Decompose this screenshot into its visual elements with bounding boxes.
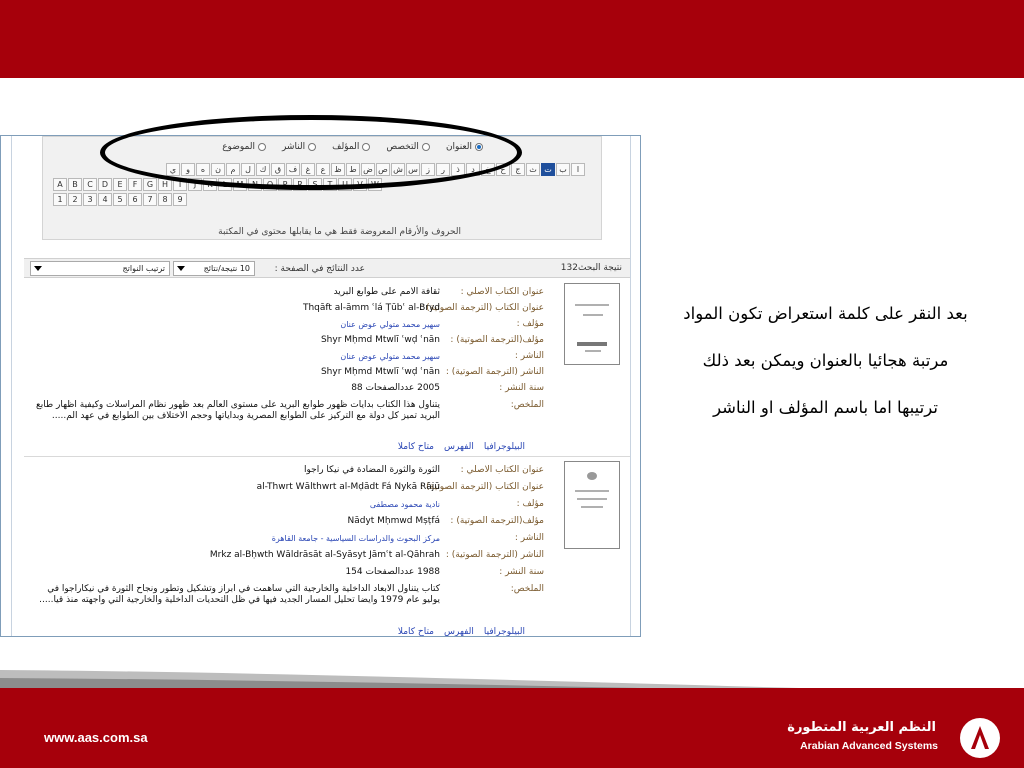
alphabet-key[interactable]: O xyxy=(263,178,277,191)
alphabet-key[interactable]: ل xyxy=(241,163,255,176)
field-label: مؤلف : xyxy=(516,499,544,509)
alphabet-key[interactable]: N xyxy=(248,178,262,191)
alphabet-key[interactable]: خ xyxy=(481,163,495,176)
alphabet-key[interactable]: G xyxy=(143,178,157,191)
publication-year-pages: 1988 عددالصفحات 154 xyxy=(345,567,440,577)
alphabet-key[interactable]: 7 xyxy=(143,193,157,206)
alphabet-key[interactable]: 5 xyxy=(113,193,127,206)
abstract-label: الملخص: xyxy=(510,400,544,410)
top-banner xyxy=(0,0,1024,78)
result-item xyxy=(24,461,630,637)
result-links xyxy=(398,442,525,452)
chevron-down-icon xyxy=(34,266,42,271)
radio-title[interactable]: العنوان xyxy=(446,142,483,152)
alphabet-key[interactable]: ع xyxy=(316,163,330,176)
alphabet-key[interactable]: م xyxy=(226,163,240,176)
alphabet-key[interactable]: J xyxy=(188,178,202,191)
alphabet-key[interactable]: و xyxy=(181,163,195,176)
alphabet-key[interactable]: P xyxy=(278,178,292,191)
publication-year-pages: 2005 عددالصفحات 88 xyxy=(351,383,440,393)
brand-name-arabic: النظم العربية المتطورة xyxy=(787,720,936,735)
alphabet-key[interactable]: ط xyxy=(346,163,360,176)
alphabet-key[interactable]: ا xyxy=(571,163,585,176)
alphabet-key[interactable]: C xyxy=(83,178,97,191)
alphabet-key[interactable]: ف xyxy=(286,163,300,176)
alphabet-key[interactable]: ش xyxy=(391,163,405,176)
field-label: الناشر : xyxy=(514,533,544,543)
transliterated-publisher: Mrkz al-Bḥwth Wāldrāsāt al-Syāsyt Jāmʿt al-Qāhrah xyxy=(209,550,440,560)
search-page xyxy=(11,136,631,637)
alphabet-key[interactable]: ث xyxy=(526,163,540,176)
chevron-down-icon xyxy=(177,266,185,271)
per-page-label: عدد النتائج في الصفحة : xyxy=(274,264,365,274)
alphabet-key[interactable]: A xyxy=(53,178,67,191)
alphabet-key[interactable]: ه xyxy=(196,163,210,176)
radio-specialization[interactable]: التخصص xyxy=(386,142,430,152)
field-label: الناشر (الترجمة الصوتية) : xyxy=(445,367,544,377)
alphabet-key[interactable]: M xyxy=(233,178,247,191)
alphabet-key[interactable]: E xyxy=(113,178,127,191)
radio-publisher[interactable]: الناشر xyxy=(282,142,316,152)
alphabet-key[interactable]: ض xyxy=(361,163,375,176)
alphabet-key[interactable]: H xyxy=(158,178,172,191)
transliterated-title: Thqāft al-āmm ʿlá Ṭūbʿ al-Bryd xyxy=(302,303,440,313)
field-label: مؤلف(الترجمة الصوتية) : xyxy=(450,335,544,345)
transliterated-title: al-Thwrt Wālthwrt al-Mḍādt Fá Nykā Rājū xyxy=(256,482,440,492)
alphabet-key[interactable]: 8 xyxy=(158,193,172,206)
alphabet-key[interactable]: ي xyxy=(166,163,180,176)
alphabet-key[interactable]: 1 xyxy=(53,193,67,206)
alphabet-key[interactable]: ز xyxy=(421,163,435,176)
field-label: عنوان الكتاب (الترجمة الصوتية) : xyxy=(420,303,544,313)
bibliography-link[interactable]: البيلوجرافيا xyxy=(483,627,525,637)
transliterated-publisher: Shyr Mḥmd Mtwlī ʿwḍ ʿnān xyxy=(320,367,440,377)
field-label: عنوان الكتاب الاصلي : xyxy=(460,465,544,475)
brand-name-english: Arabian Advanced Systems xyxy=(800,740,938,752)
sort-select[interactable]: ترتيب النواتج xyxy=(30,261,170,276)
alphabet-key[interactable]: T xyxy=(323,178,337,191)
alphabet-key[interactable]: ج xyxy=(511,163,525,176)
field-label: عنوان الكتاب (الترجمة الصوتية) : xyxy=(420,482,544,492)
per-page-select[interactable]: 10 نتيجة/نتائج xyxy=(173,261,255,276)
field-label: مؤلف(الترجمة الصوتية) : xyxy=(450,516,544,526)
results-toolbar xyxy=(24,258,630,278)
alphabet-key[interactable]: I xyxy=(173,178,187,191)
result-links xyxy=(398,627,525,637)
alphabet-key[interactable]: س xyxy=(406,163,420,176)
field-label: عنوان الكتاب الاصلي : xyxy=(460,287,544,297)
alphabet-key[interactable]: ذ xyxy=(451,163,465,176)
alphabet-key[interactable]: غ xyxy=(301,163,315,176)
abstract-label: الملخص: xyxy=(510,584,544,594)
alphabet-key[interactable]: U xyxy=(338,178,352,191)
alphabet-key[interactable]: ك xyxy=(256,163,270,176)
alphabet-key[interactable]: ت xyxy=(541,163,555,176)
alphabet-key[interactable]: D xyxy=(98,178,112,191)
field-label: مؤلف : xyxy=(516,319,544,329)
alphabet-key[interactable]: S xyxy=(308,178,322,191)
abstract-text: يتناول هذا الكتاب بدايات ظهور طوابع البريد على مستوى العالم بعد ظهور نظام المراسلات وكيفية اظهار طابع البريد تميز كل دولة مع التركيز على الطوابع المصرية وبداياتها وحجم الاختلاف بين الطوابع في عهد الم..... xyxy=(35,400,440,421)
alphabet-key[interactable]: L xyxy=(218,178,232,191)
index-link[interactable]: الفهرس xyxy=(444,442,474,452)
field-label: الناشر : xyxy=(514,351,544,361)
author-link[interactable]: سهير محمد متولي عوض عنان xyxy=(340,320,440,329)
explanation-line: ترتيبها اما باسم المؤلف او الناشر xyxy=(713,398,938,417)
radio-author[interactable]: المؤلف xyxy=(332,142,370,152)
aas-logo-icon xyxy=(960,718,1000,758)
field-label: الناشر (الترجمة الصوتية) : xyxy=(445,550,544,560)
author-link[interactable]: نادية محمود مصطفى xyxy=(369,500,440,509)
alphabet-key[interactable]: K xyxy=(203,178,217,191)
publisher-link[interactable]: مركز البحوث والدراسات السياسية - جامعة القاهرة xyxy=(271,534,440,543)
alphabet-key[interactable]: ح xyxy=(496,163,510,176)
transliterated-author: Shyr Mḥmd Mtwlī ʿwḍ ʿnān xyxy=(320,335,440,345)
alphabet-key[interactable]: F xyxy=(128,178,142,191)
field-label: سنة النشر : xyxy=(499,567,544,577)
original-title: ثقافة الامم على طوابع البريد xyxy=(333,287,440,297)
alphabet-key[interactable]: 2 xyxy=(68,193,82,206)
alphabet-key[interactable]: ق xyxy=(271,163,285,176)
explanation-text xyxy=(648,290,1003,431)
book-cover-thumbnail[interactable] xyxy=(564,461,620,549)
full-text-link[interactable]: متاح كاملا xyxy=(397,442,434,452)
full-text-link[interactable]: متاح كاملا xyxy=(397,627,434,637)
alphabet-key[interactable]: 3 xyxy=(83,193,97,206)
index-link[interactable]: الفهرس xyxy=(444,627,474,637)
alphabet-key[interactable]: ص xyxy=(376,163,390,176)
alphabet-key[interactable]: V xyxy=(353,178,367,191)
alphabet-key[interactable]: 6 xyxy=(128,193,142,206)
field-label: سنة النشر : xyxy=(499,383,544,393)
alphabet-key[interactable]: ن xyxy=(211,163,225,176)
highlight-ellipse xyxy=(100,115,522,190)
bibliography-link[interactable]: البيلوجرافيا xyxy=(483,442,525,452)
radio-subject[interactable]: الموضوع xyxy=(222,142,266,152)
alphabet-key[interactable]: ب xyxy=(556,163,570,176)
alphabet-key[interactable]: د xyxy=(466,163,480,176)
keyboard-help-text: الحروف والأرقام المعروضة فقط هي ما يقابلها محتوى في المكتبة xyxy=(218,227,461,237)
alphabet-key[interactable]: ر xyxy=(436,163,450,176)
transliterated-author: Nādyt Mḥmwd Mṣṭfá xyxy=(347,516,440,526)
result-item xyxy=(24,283,630,453)
alphabet-key[interactable]: B xyxy=(68,178,82,191)
explanation-line: مرتبة هجائيا بالعنوان ويمكن بعد ذلك xyxy=(702,351,949,370)
website-link[interactable]: www.aas.com.sa xyxy=(44,730,148,745)
results-count: نتيجة البحث132 xyxy=(560,263,622,273)
book-cover-thumbnail[interactable] xyxy=(564,283,620,365)
abstract-text: كتاب يتناول الابعاد الداخلية والخارجية التي ساهمت في ابراز وتشكيل وتطور ونجاح الثورة في نيكاراجوا في يوليو عام 1979 وايضا تحليل المسار الجديد فيها في ظل التحديات الداخلية والخارجية التي واجهته منذ قيا..... xyxy=(39,584,440,605)
publisher-link[interactable]: سهير محمد متولي عوض عنان xyxy=(340,352,440,361)
original-title: الثورة والثورة المضادة في نيكا راجوا xyxy=(303,465,440,475)
digit-keys-row xyxy=(53,193,585,206)
explanation-line: بعد النقر على كلمة استعراض تكون المواد xyxy=(683,304,968,323)
result-separator xyxy=(24,456,630,457)
alphabet-key[interactable]: R xyxy=(293,178,307,191)
alphabet-key[interactable]: 9 xyxy=(173,193,187,206)
alphabet-key[interactable]: W xyxy=(368,178,382,191)
alphabet-key[interactable]: ظ xyxy=(331,163,345,176)
alphabet-key[interactable]: 4 xyxy=(98,193,112,206)
library-search-screenshot xyxy=(0,135,641,637)
